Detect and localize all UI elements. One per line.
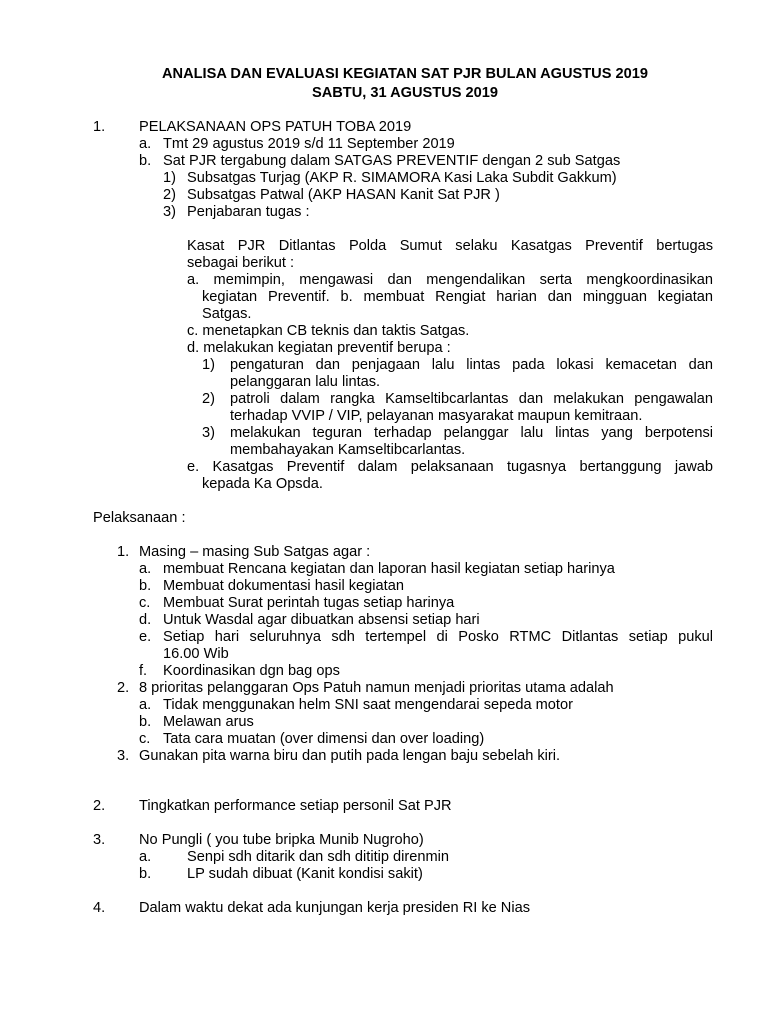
item-1b1-text: Subsatgas Turjag (AKP R. SIMAMORA Kasi Laka Subdit Gakkum) <box>187 170 617 186</box>
item-1b3-marker: 3) <box>163 204 176 220</box>
tugas-a-line-3: Satgas. <box>202 306 252 322</box>
item-1b-marker: b. <box>139 153 152 169</box>
section-3-text: No Pungli ( you tube bripka Munib Nugroho) <box>139 832 424 848</box>
pel-1e-line-2: 16.00 Wib <box>163 646 229 662</box>
item-1b-text: Sat PJR tergabung dalam SATGAS PREVENTIF dengan 2 sub Satgas <box>163 153 621 169</box>
pel-2a-text: Tidak menggunakan helm SNI saat mengendarai sepeda motor <box>163 697 573 713</box>
tugas-e-line-1: e. Kasatgas Preventif dalam pelaksanaan tugasnya bertanggung jawab <box>187 459 713 475</box>
pel-1c-text: Membuat Surat perintah tugas setiap harinya <box>163 595 455 611</box>
tugas-d2-line-1: patroli dalam rangka Kamseltibcarlantas dan melakukan pengawalan <box>230 391 713 407</box>
document-title: ANALISA DAN EVALUASI KEGIATAN SAT PJR BULAN AGUSTUS 2019 <box>162 66 648 82</box>
section-4-text: Dalam waktu dekat ada kunjungan kerja presiden RI ke Nias <box>139 900 531 916</box>
tugas-e-line-2: kepada Ka Opsda. <box>202 476 323 492</box>
tugas-c: c. menetapkan CB teknis dan taktis Satgas. <box>187 323 470 339</box>
pel-1-text: Masing – masing Sub Satgas agar : <box>139 544 371 560</box>
pel-1a-marker: a. <box>139 561 152 577</box>
pel-1f-marker: f. <box>139 663 148 679</box>
tugas-d1-line-1: pengaturan dan penjagaan lalu lintas pada lokasi kemacetan dan <box>230 357 713 373</box>
tugas-d2-line-2: terhadap VVIP / VIP, pelayanan masyarakat maupun kemitraan. <box>230 408 643 424</box>
pel-1e-marker: e. <box>139 629 152 645</box>
tugas-d3-line-2: membahayakan Kamseltibcarlantas. <box>230 442 466 458</box>
item-3a-text: Senpi sdh ditarik dan sdh dititip direnmin <box>187 849 450 865</box>
pel-3-text: Gunakan pita warna biru dan putih pada lengan baju sebelah kiri. <box>139 748 561 764</box>
item-1a-text: Tmt 29 agustus 2019 s/d 11 September 2019 <box>163 136 455 152</box>
item-1b2-marker: 2) <box>163 187 176 203</box>
pel-1f-text: Koordinasikan dgn bag ops <box>163 663 340 679</box>
tugas-d2-marker: 2) <box>202 391 215 407</box>
section-2-number: 2. <box>93 798 106 814</box>
pel-2c-marker: c. <box>139 731 151 747</box>
item-1a-marker: a. <box>139 136 152 152</box>
tugas-d3-line-1: melakukan teguran terhadap pelanggar lalu lintas yang berpotensi <box>230 425 713 441</box>
item-3a-marker: a. <box>139 849 152 865</box>
item-1b2-text: Subsatgas Patwal (AKP HASAN Kanit Sat PJR ) <box>187 187 500 203</box>
pel-1b-text: Membuat dokumentasi hasil kegiatan <box>163 578 404 594</box>
pel-1d-text: Untuk Wasdal agar dibuatkan absensi setiap hari <box>163 612 480 628</box>
section-2-text: Tingkatkan performance setiap personil Sat PJR <box>139 798 452 814</box>
pel-1c-marker: c. <box>139 595 151 611</box>
pel-1e-line-1: Setiap hari seluruhnya sdh tertempel di Posko RTMC Ditlantas setiap pukul <box>163 629 713 645</box>
tugas-d: d. melakukan kegiatan preventif berupa : <box>187 340 451 356</box>
pel-2b-marker: b. <box>139 714 152 730</box>
tugas-d3-marker: 3) <box>202 425 215 441</box>
tugas-d1-line-2: pelanggaran lalu lintas. <box>230 374 381 390</box>
document-date: SABTU, 31 AGUSTUS 2019 <box>312 85 498 101</box>
tugas-a-line-2: kegiatan Preventif. b. membuat Rengiat harian dan mingguan kegiatan <box>202 289 713 305</box>
section-1-number: 1. <box>93 119 106 135</box>
pelaksanaan-heading: Pelaksanaan : <box>93 510 186 526</box>
tugas-intro-line-1: Kasat PJR Ditlantas Polda Sumut selaku Kasatgas Preventif bertugas <box>187 238 713 254</box>
pel-2b-text: Melawan arus <box>163 714 254 730</box>
pel-1b-marker: b. <box>139 578 152 594</box>
section-4-number: 4. <box>93 900 106 916</box>
pel-1d-marker: d. <box>139 612 152 628</box>
item-1b3-text: Penjabaran tugas : <box>187 204 310 220</box>
tugas-a-line-1: a. memimpin, mengawasi dan mengendalikan serta mengkoordinasikan <box>187 272 713 288</box>
pel-3-marker: 3. <box>117 748 130 764</box>
section-1-heading: PELAKSANAAN OPS PATUH TOBA 2019 <box>139 119 412 135</box>
item-1b1-marker: 1) <box>163 170 176 186</box>
pel-2-marker: 2. <box>117 680 130 696</box>
item-3b-text: LP sudah dibuat (Kanit kondisi sakit) <box>187 866 423 882</box>
tugas-d1-marker: 1) <box>202 357 215 373</box>
pel-1a-text: membuat Rencana kegiatan dan laporan hasil kegiatan setiap harinya <box>163 561 615 577</box>
item-3b-marker: b. <box>139 866 152 882</box>
pel-2c-text: Tata cara muatan (over dimensi dan over loading) <box>163 731 485 747</box>
pel-2-text: 8 prioritas pelanggaran Ops Patuh namun menjadi prioritas utama adalah <box>139 680 614 696</box>
section-3-number: 3. <box>93 832 106 848</box>
pel-1-marker: 1. <box>117 544 130 560</box>
pel-2a-marker: a. <box>139 697 152 713</box>
tugas-intro-line-2: sebagai berikut : <box>187 255 295 271</box>
